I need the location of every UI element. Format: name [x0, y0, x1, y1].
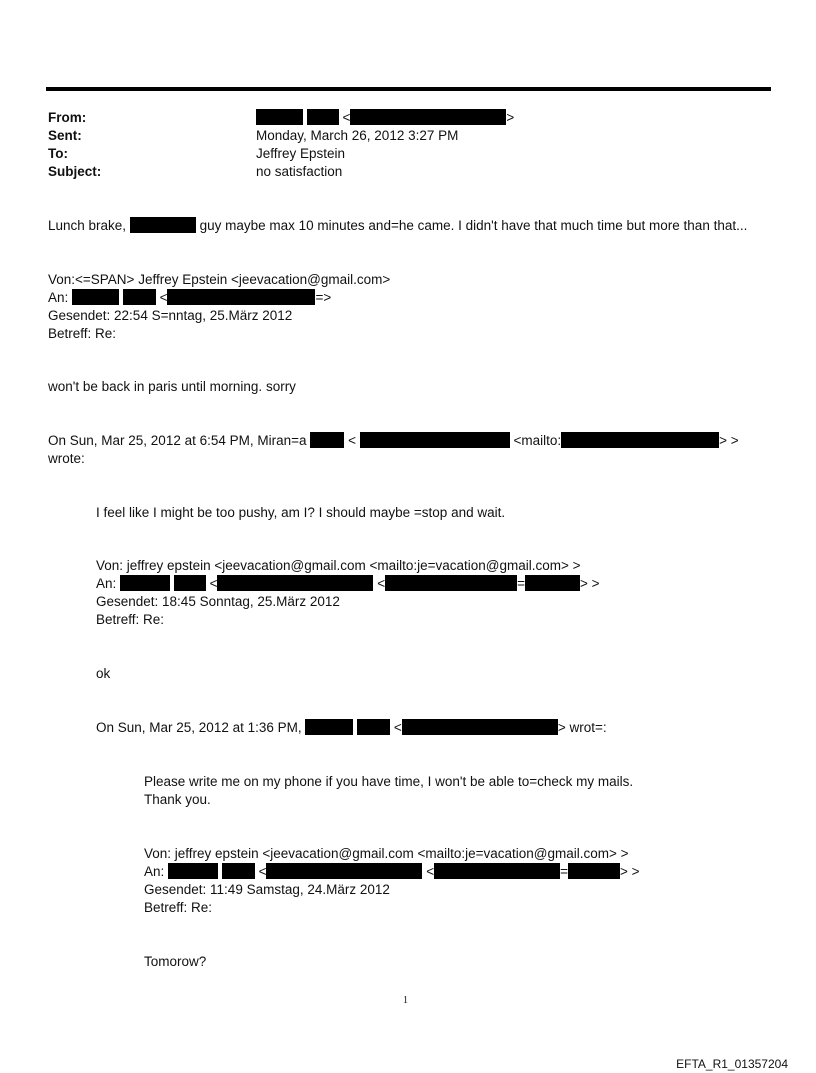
redaction-box [434, 863, 560, 879]
header-rule [46, 87, 771, 91]
intro-text: On Sun, Mar 25, 2012 at 6:54 PM, Miran=a [48, 433, 307, 448]
redaction-box [266, 863, 422, 879]
quote-text: Tomorow? [144, 954, 207, 969]
quote-von: Von: jeffrey epstein <jeevacation@gmail.com <mailto:je=vacation@gmail.com> > [96, 558, 581, 573]
bracket: < [348, 433, 356, 448]
redaction-box [305, 719, 353, 735]
quote-an [48, 289, 331, 306]
subject-label: Subject: [48, 164, 102, 179]
redaction-box [357, 719, 390, 735]
quote-intro [48, 432, 739, 449]
redaction-box [568, 863, 620, 879]
bracket: < [258, 864, 267, 879]
equals: = [560, 864, 568, 879]
bracket: < [426, 864, 435, 879]
redaction-box [350, 109, 506, 125]
redaction-box [120, 575, 170, 591]
quote-an [144, 863, 640, 880]
from-label: From: [48, 110, 87, 125]
bracket: < [393, 720, 402, 735]
quote-text: I feel like I might be too pushy, am I? I should maybe =stop and wait. [96, 505, 506, 520]
to-value: Jeffrey Epstein [256, 146, 346, 161]
equals: = [517, 576, 525, 591]
page-number: 1 [403, 995, 408, 1006]
quote-gesendet: Gesendet: 18:45 Sonntag, 25.März 2012 [96, 594, 340, 609]
quote-betreff: Betreff: Re: [144, 900, 213, 915]
bracket: > > [580, 576, 600, 591]
quote-text: ok [96, 666, 111, 681]
to-label: To: [48, 146, 68, 161]
redaction-box [123, 289, 156, 305]
redaction-box [222, 863, 255, 879]
mailto-text: <mailto: [513, 433, 562, 448]
quote-gesendet: Gesendet: 11:49 Samstag, 24.März 2012 [144, 882, 390, 897]
redaction-box [217, 575, 373, 591]
message-text: guy maybe max 10 minutes and=he came. I didn't have that much time but more than that... [199, 218, 748, 233]
quote-wrote: wrote: [48, 451, 85, 466]
bracket: => [315, 290, 332, 305]
from-value [256, 109, 514, 126]
from-open-bracket: < [342, 110, 351, 125]
intro-text: On Sun, Mar 25, 2012 at 1:36 PM, [96, 720, 302, 735]
subject-value: no satisfaction [256, 164, 343, 179]
quote-an [96, 575, 600, 592]
quote-von: Von: jeffrey epstein <jeevacation@gmail.com <mailto:je=vacation@gmail.com> > [144, 846, 629, 861]
sent-value: Monday, March 26, 2012 3:27 PM [256, 128, 459, 143]
redaction-box [174, 575, 206, 591]
intro-text: > wrot=: [557, 720, 607, 735]
bates-number: EFTA_R1_01357204 [676, 1057, 788, 1071]
quote-text: won't be back in paris until morning. sorry [48, 379, 296, 394]
redaction-box [168, 863, 218, 879]
quote-text: Please write me on my phone if you have time, I won't be able to=check my mails. [144, 774, 634, 789]
redaction-box [360, 432, 510, 448]
message-line [48, 217, 747, 234]
redaction-box [307, 109, 339, 125]
an-label: An: [96, 576, 117, 591]
an-label: An: [144, 864, 165, 879]
redaction-box [167, 289, 315, 305]
sent-label: Sent: [48, 128, 82, 143]
redaction-box [72, 289, 119, 305]
message-text: Lunch brake, [48, 218, 127, 233]
quote-betreff: Betreff: Re: [96, 612, 165, 627]
quote-intro [96, 719, 607, 736]
bracket: < [159, 290, 168, 305]
bracket: < [377, 576, 386, 591]
quote-von: Von:<=SPAN> Jeffrey Epstein <jeevacation@gmail.com> [48, 272, 391, 287]
bracket: < [209, 576, 218, 591]
redaction-box [402, 719, 558, 735]
bracket: > > [719, 433, 739, 448]
redaction-box [385, 575, 517, 591]
from-close-bracket: > [506, 110, 515, 125]
quote-betreff: Betreff: Re: [48, 326, 117, 341]
redaction-box [256, 109, 303, 125]
bracket: > > [620, 864, 640, 879]
redaction-box [130, 217, 196, 233]
quote-gesendet: Gesendet: 22:54 S=nntag, 25.März 2012 [48, 308, 293, 323]
redaction-box [561, 432, 719, 448]
redaction-box [310, 432, 344, 448]
redaction-box [525, 575, 580, 591]
an-label: An: [48, 290, 69, 305]
quote-text: Thank you. [144, 792, 211, 807]
